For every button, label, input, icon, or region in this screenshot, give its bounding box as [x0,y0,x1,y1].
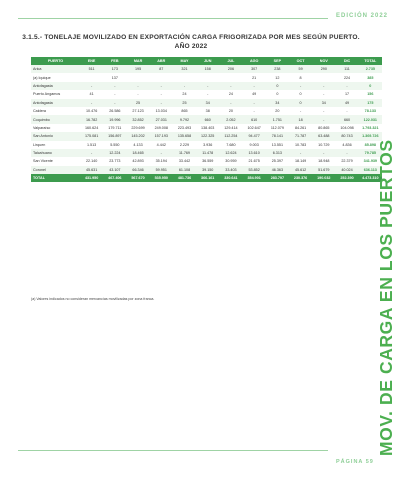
column-header: PUERTO [31,57,80,65]
table-cell: 94.477 [243,132,266,140]
table-cell: 4.442 [150,141,173,149]
table-cell: 11.478 [196,149,219,157]
table-row [31,82,382,90]
table-cell [219,73,242,81]
table-cell: 0 [266,90,289,98]
port-name-cell: Valparaíso [31,124,80,132]
port-name-cell: (a) Iquique [31,73,80,81]
table-row [31,65,382,73]
table-cell: - [312,107,335,115]
table-cell: 157.193 [150,132,173,140]
table-cell: 59.951 [150,166,173,174]
table-title: 3.1.5.- TONELAJE MOVILIZADO EN EXPORTACIÓN CARGA FRIGORIZADA POR MES SEGÚN PUERTO. [22,34,360,41]
table-cell: 32.852 [126,115,149,123]
table-cell: 53.852 [243,166,266,174]
column-header: AGO [243,57,266,65]
table-row [31,107,382,115]
column-header: ABR [150,57,173,65]
table-row [31,149,382,157]
table-row [31,99,382,107]
table-cell: 104.098 [335,124,358,132]
table-cell: 13.034 [150,107,173,115]
table-cell: 156.897 [103,132,126,140]
table-cell: 2.052 [219,115,242,123]
table-cell: - [312,82,335,90]
table-cell: 160.624 [80,124,103,132]
table-cell: 0 [359,82,382,90]
table-cell: 660 [196,115,219,123]
table-cell: 27.031 [150,115,173,123]
table-cell: 23.773 [103,157,126,165]
table-cell: - [126,82,149,90]
table-cell: - [80,99,103,107]
port-name-cell: Arica [31,65,80,73]
table-cell: 9.003 [243,141,266,149]
table-cell: 122.031 [359,115,382,123]
port-name-cell: Lirquen [31,141,80,149]
table-cell: 18.149 [289,157,312,165]
table-cell: 195 [126,65,149,73]
table-cell: 20 [266,107,289,115]
total-label-cell: TOTAL [31,174,80,182]
table-cell: 16.782 [80,115,103,123]
total-row [31,174,382,182]
table-cell: 0 [289,99,312,107]
table-cell: 307 [243,65,266,73]
table-cell: 49 [335,99,358,107]
table-cell: 13.610 [243,149,266,157]
table-cell: 102.647 [243,124,266,132]
table-cell: 42.893 [126,157,149,165]
table-cell: 25.397 [266,157,289,165]
table-cell: 22.140 [80,157,103,165]
table-cell: 1.513 [80,141,103,149]
table-title-year: AÑO 2022 [174,43,208,50]
table-cell [196,73,219,81]
total-cell: 467.406 [103,174,126,182]
table-cell: 290 [312,65,335,73]
column-header: DIC [335,57,358,65]
table-cell: 71.787 [289,132,312,140]
table-cell: 18.465 [126,149,149,157]
table-cell: 10.783 [289,141,312,149]
table-cell: 85.898 [359,141,382,149]
table-row [31,166,382,174]
table-cell: - [243,82,266,90]
table-cell: - [80,149,103,157]
table-cell: - [126,90,149,98]
table-cell: 2.735 [359,65,382,73]
table-cell: 45.612 [289,166,312,174]
port-name-cell: San Antonio [31,132,80,140]
total-cell: 190.032 [312,174,335,182]
table-row [31,124,382,132]
table-cell: - [196,82,219,90]
table-cell [312,73,335,81]
column-header: SEP [266,57,289,65]
table-cell: - [219,99,242,107]
table-cell: 4.836 [335,141,358,149]
table-cell: 24 [219,90,242,98]
table-cell [126,73,149,81]
table-cell: - [150,99,173,107]
table-cell: 61.108 [173,166,196,174]
table-cell: 158 [196,65,219,73]
table-cell: 43.107 [103,166,126,174]
table-cell: 249.008 [150,124,173,132]
table-cell: 111 [335,65,358,73]
table-cell: 8 [289,73,312,81]
table-cell: 229.699 [126,124,149,132]
column-header: ENE [80,57,103,65]
table-cell: 38 [196,107,219,115]
edition-label: EDICIÓN 2022 [336,13,389,19]
table-cell: - [335,82,358,90]
table-cell: 10.476 [80,107,103,115]
table-cell: - [243,107,266,115]
table-cell: 18.948 [312,157,335,165]
table-cell: - [312,115,335,123]
table-cell: 341.939 [359,157,382,165]
total-cell: 354.901 [243,174,266,182]
table-cell: 3.936 [196,141,219,149]
table-cell: 238 [266,65,289,73]
table-cell: 112.254 [219,132,242,140]
table-cell: 40.024 [335,166,358,174]
table-cell: 59 [289,65,312,73]
column-header: JUN [196,57,219,65]
table-cell: 156 [359,90,382,98]
table-cell: 45.631 [80,166,103,174]
port-name-cell: Puerto Angamos [31,90,80,98]
table-row [31,73,382,81]
table-cell: 84.261 [289,124,312,132]
table-cell: 175 [359,99,382,107]
table-cell: 36.559 [196,157,219,165]
table-cell: 135.658 [173,132,196,140]
column-header: MAY [173,57,196,65]
table-cell: - [150,149,173,157]
table-cell: 10.729 [312,141,335,149]
table-cell: 35.194 [150,157,173,165]
port-name-cell: San Vicente [31,157,80,165]
table-cell: 34 [266,99,289,107]
table-cell: 17 [335,90,358,98]
table-cell: 80.865 [312,124,335,132]
table-cell: 80.743 [335,132,358,140]
table-cell: 25 [173,99,196,107]
table-cell: - [219,82,242,90]
table-cell: 321 [173,65,196,73]
table-cell: 610 [243,115,266,123]
table-cell: - [335,149,358,157]
table-cell: 46.363 [266,166,289,174]
table-cell: 12 [266,73,289,81]
table-cell: 511 [80,65,103,73]
table-cell: 18 [289,115,312,123]
table-cell: 1.369.726 [359,132,382,140]
column-header: TOTAL [359,57,382,65]
table-cell: 1.751 [266,115,289,123]
table-cell: 385 [359,73,382,81]
footnote: (a) Valores indicados no consideran mercancías movilizadas por zona franca. [31,297,155,301]
table-cell: - [312,149,335,157]
table-row [31,132,382,140]
table-cell: 78.141 [266,132,289,140]
table-cell: 4.133 [126,141,149,149]
page-number: PÁGINA 59 [336,459,374,465]
table-body [31,65,382,182]
table-cell: 129.414 [219,124,242,132]
total-cell: 366.161 [196,174,219,182]
table-cell: - [289,107,312,115]
total-cell: 4.473.310 [359,174,382,182]
table-cell: 13.551 [266,141,289,149]
table-cell: 0 [266,82,289,90]
table-row [31,141,382,149]
total-cell: 252.390 [335,174,358,182]
total-cell: 431.950 [80,174,103,182]
total-cell: 567.670 [126,174,149,182]
table-cell: 39.150 [196,166,219,174]
port-name-cell: Coquimbo [31,115,80,123]
table-cell: - [289,149,312,157]
port-name-cell: Antofagasta [31,99,80,107]
table-row [31,90,382,98]
table-cell: 6.313 [266,149,289,157]
table-row [31,115,382,123]
table-cell [173,73,196,81]
table-header-row [31,57,382,65]
table-cell: 49 [243,90,266,98]
total-cell: 535.950 [150,174,173,182]
table-cell: 25 [126,99,149,107]
frozen-cargo-table [31,57,382,182]
table-cell: 137 [103,73,126,81]
total-cell: 481.736 [173,174,196,182]
table-cell: 12.624 [219,149,242,157]
table-cell: 26.586 [103,107,126,115]
table-cell: - [150,82,173,90]
table-cell: 636.113 [359,166,382,174]
table-cell: 79.785 [359,149,382,157]
table-cell: 63.488 [312,132,335,140]
table-cell: 66.346 [126,166,149,174]
table-cell: - [103,90,126,98]
port-name-cell: Talcahuano [31,149,80,157]
total-cell: 330.641 [219,174,242,182]
table-cell: - [150,90,173,98]
table-cell: - [196,90,219,98]
table-cell: 41 [80,90,103,98]
port-name-cell: Antofagasta [31,82,80,90]
table-cell: 34 [196,99,219,107]
table-cell: 21 [243,73,266,81]
column-header: NOV [312,57,335,65]
table-cell: 138.403 [196,124,219,132]
section-side-title: MOV. DE CARGA EN LOS PUERTOS [376,139,396,456]
table-cell: 87 [150,65,173,73]
table-cell: 12.224 [103,149,126,157]
table-cell: 145.202 [126,132,149,140]
table-cell: - [289,82,312,90]
table-cell: - [243,99,266,107]
table-cell: - [335,107,358,115]
column-header: MAR [126,57,149,65]
table-cell: 1.793.321 [359,124,382,132]
table-cell: 660 [335,115,358,123]
table-cell: 865 [173,107,196,115]
table-cell: 112.079 [266,124,289,132]
table-cell: 22.379 [335,157,358,165]
table-cell: - [312,90,335,98]
table-cell: 27.123 [126,107,149,115]
port-name-cell: Coronel [31,166,80,174]
table-cell: - [103,82,126,90]
table-cell: 34 [312,99,335,107]
table-cell: 24 [173,90,196,98]
table-cell: 206 [219,65,242,73]
column-header: OCT [289,57,312,65]
port-name-cell: Caldera [31,107,80,115]
table-cell: 224 [335,73,358,81]
column-header: JUL [219,57,242,65]
total-cell: 230.376 [289,174,312,182]
column-header: FEB [103,57,126,65]
top-divider [18,18,328,19]
table-cell: 175.081 [80,132,103,140]
table-cell: 11.769 [173,149,196,157]
bottom-divider [18,450,328,451]
table-cell: 21.675 [243,157,266,165]
table-cell: 179.711 [103,124,126,132]
table-cell: 9.792 [173,115,196,123]
table-cell: 19.996 [103,115,126,123]
table-cell: 2.229 [173,141,196,149]
table-cell: - [173,82,196,90]
table-cell: 33.442 [173,157,196,165]
table-cell: 30.959 [219,157,242,165]
table-cell: 7.680 [219,141,242,149]
table-cell: - [80,82,103,90]
table-cell: - [103,99,126,107]
table-row [31,157,382,165]
table-cell [80,73,103,81]
table-cell: 51.679 [312,166,335,174]
table-cell: 5.550 [103,141,126,149]
table-cell: 20 [219,107,242,115]
table-cell: 122.325 [196,132,219,140]
table-cell [150,73,173,81]
table-cell: 0 [289,90,312,98]
total-cell: 283.797 [266,174,289,182]
table-cell: 78.133 [359,107,382,115]
table-cell: 223.493 [173,124,196,132]
table-cell: 33.403 [219,166,242,174]
table-cell: 173 [103,65,126,73]
